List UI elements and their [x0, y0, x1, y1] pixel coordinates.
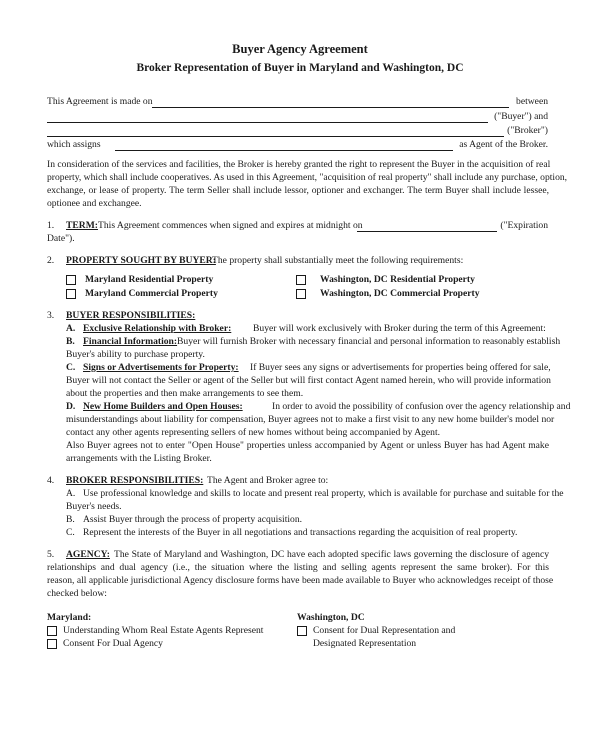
property-heading: PROPERTY SOUGHT BY BUYER: — [66, 255, 216, 266]
broker-resp-b-label: B. — [66, 514, 75, 525]
agency-heading: AGENCY: — [66, 549, 110, 560]
expiration-label: ("Expiration — [500, 220, 548, 231]
buyer-resp-d-line: misunderstandings about liability for compensation, Buyer agrees not to make a first visit to any new home builder's model nor — [66, 414, 555, 425]
agency-line: checked below: — [47, 588, 107, 599]
understanding-agents-checkbox[interactable] — [47, 626, 57, 636]
buyer-name-blank-line[interactable] — [47, 122, 488, 123]
buyer-resp-d-line: contact any other agents representing sellers of new homes without being accompanied by Agent. — [66, 427, 441, 438]
property-text: The property shall substantially meet the following requirements: — [212, 255, 464, 266]
property-number: 2. — [47, 255, 55, 266]
term-heading: TERM: — [66, 220, 98, 231]
buyer-resp-c-line: Buyer will not contact the Seller or agent of the Seller but will first contact Agent named herein, who will provide information — [66, 375, 551, 386]
consideration-line: In consideration of the services and facilities, the Broker is hereby granted the right to represent the Buyer in the acquisition of real — [47, 159, 551, 170]
maryland-commercial-label: Maryland Commercial Property — [85, 288, 218, 299]
agent-name-blank-line[interactable] — [115, 150, 453, 151]
buyer-resp-b-heading: Financial Information: — [83, 336, 178, 347]
consideration-line: optionee and exchangee. — [47, 198, 142, 209]
dc-commercial-checkbox[interactable] — [296, 289, 306, 299]
buyer-resp-b-line: Buyer's ability to purchase property. — [66, 349, 205, 360]
buyer-resp-c-label: C. — [66, 362, 76, 373]
buyer-label: ("Buyer") and — [494, 111, 548, 122]
broker-resp-a-line: Use professional knowledge and skills to locate and present real property, which is available for purchase and suitable for the — [83, 488, 564, 499]
buyer-resp-b-line: Buyer will furnish Broker with necessary financial and personal information to reasonably establish — [177, 336, 561, 347]
broker-resp-b-text: Assist Buyer through the process of property acquisition. — [83, 514, 303, 525]
broker-resp-c-label: C. — [66, 527, 75, 538]
buyer-resp-b-label: B. — [66, 336, 75, 347]
dc-residential-label: Washington, DC Residential Property — [320, 274, 475, 285]
broker-resp-c-text: Represent the interests of the Buyer in all negotiations and transactions regarding the acquisition of real property. — [83, 527, 518, 538]
maryland-residential-checkbox[interactable] — [66, 275, 76, 285]
broker-resp-a-line: Buyer's needs. — [66, 501, 122, 512]
buyer-resp-d-label: D. — [66, 401, 76, 412]
buyer-resp-c-heading: Signs or Advertisements for Property: — [83, 362, 239, 373]
which-assigns-label: which assigns — [47, 139, 101, 150]
made-on-label: This Agreement is made on — [47, 96, 153, 107]
buyer-resp-c-line: If Buyer sees any signs or advertisements for properties being offered for sale, — [250, 362, 551, 373]
page-title: Buyer Agency Agreement — [232, 42, 368, 56]
buyer-resp-a-text: Buyer will work exclusively with Broker during the term of this Agreement: — [253, 323, 546, 334]
term-number: 1. — [47, 220, 55, 231]
buyer-resp-c-line: about the properties and then make arrangements to see them. — [66, 388, 304, 399]
consent-dual-representation-label: Consent for Dual Representation and — [313, 625, 456, 636]
maryland-commercial-checkbox[interactable] — [66, 289, 76, 299]
consideration-line: property, which shall include cooperatives. As used in this Agreement, "acquisition of real property" shall include any purchase, option, — [47, 172, 568, 183]
broker-resp-number: 4. — [47, 475, 55, 486]
broker-resp-heading: BROKER RESPONSIBILITIES: — [66, 475, 204, 486]
consent-dual-agency-label: Consent For Dual Agency — [63, 638, 163, 649]
understanding-agents-label: Understanding Whom Real Estate Agents Represent — [63, 625, 264, 636]
consent-dual-agency-checkbox[interactable] — [47, 639, 57, 649]
buyer-resp-a-heading: Exclusive Relationship with Broker: — [83, 323, 232, 334]
date-blank-line[interactable] — [152, 107, 509, 108]
maryland-residential-label: Maryland Residential Property — [85, 274, 214, 285]
consent-dual-representation-checkbox[interactable] — [297, 626, 307, 636]
between-label: between — [516, 96, 548, 107]
page-subtitle: Broker Representation of Buyer in Maryland and Washington, DC — [136, 62, 464, 74]
broker-name-blank-line[interactable] — [47, 136, 504, 137]
broker-label: ("Broker") — [507, 125, 548, 136]
agency-line: relationships and dual agency (i.e., the situation where the listing and selling agents represent the same broker). For this — [47, 562, 549, 573]
expiration-date-blank-line[interactable] — [357, 231, 497, 232]
buyer-resp-d-line: Also Buyer agrees not to enter "Open House" properties unless accompanied by Agent or unless Buyer has had Agent make — [66, 440, 549, 451]
buyer-resp-a-label: A. — [66, 323, 76, 334]
dc-residential-checkbox[interactable] — [296, 275, 306, 285]
buyer-resp-number: 3. — [47, 310, 55, 321]
agency-line: The State of Maryland and Washington, DC have each adopted specific laws governing the disclosure of agency — [114, 549, 549, 560]
date-label: Date"). — [47, 233, 75, 244]
consideration-line: exchange, or lease of property. The term Seller shall include lessor, optioner and exchanger. The term Buyer shall include lessee, — [47, 185, 549, 196]
maryland-heading: Maryland: — [47, 612, 92, 623]
buyer-resp-d-heading: New Home Builders and Open Houses: — [83, 401, 243, 412]
broker-resp-text: The Agent and Broker agree to: — [207, 475, 329, 486]
broker-resp-a-label: A. — [66, 488, 76, 499]
designated-representation-label: Designated Representation — [313, 638, 417, 649]
term-text: This Agreement commences when signed and expires at midnight on — [98, 220, 363, 231]
as-agent-label: as Agent of the Broker. — [459, 139, 548, 150]
dc-commercial-label: Washington, DC Commercial Property — [320, 288, 480, 299]
buyer-resp-d-line: In order to avoid the possibility of confusion over the agency relationship and — [272, 401, 571, 412]
agency-line: reason, all applicable jurisdictional Agency disclosure forms have been made available to Buyer who acknowledges receipt of those — [47, 575, 554, 586]
dc-heading: Washington, DC — [297, 612, 365, 623]
buyer-resp-d-line: arrangements with the Listing Broker. — [66, 453, 212, 464]
agency-number: 5. — [47, 549, 55, 560]
buyer-resp-heading: BUYER RESPONSIBILITIES: — [66, 310, 196, 321]
